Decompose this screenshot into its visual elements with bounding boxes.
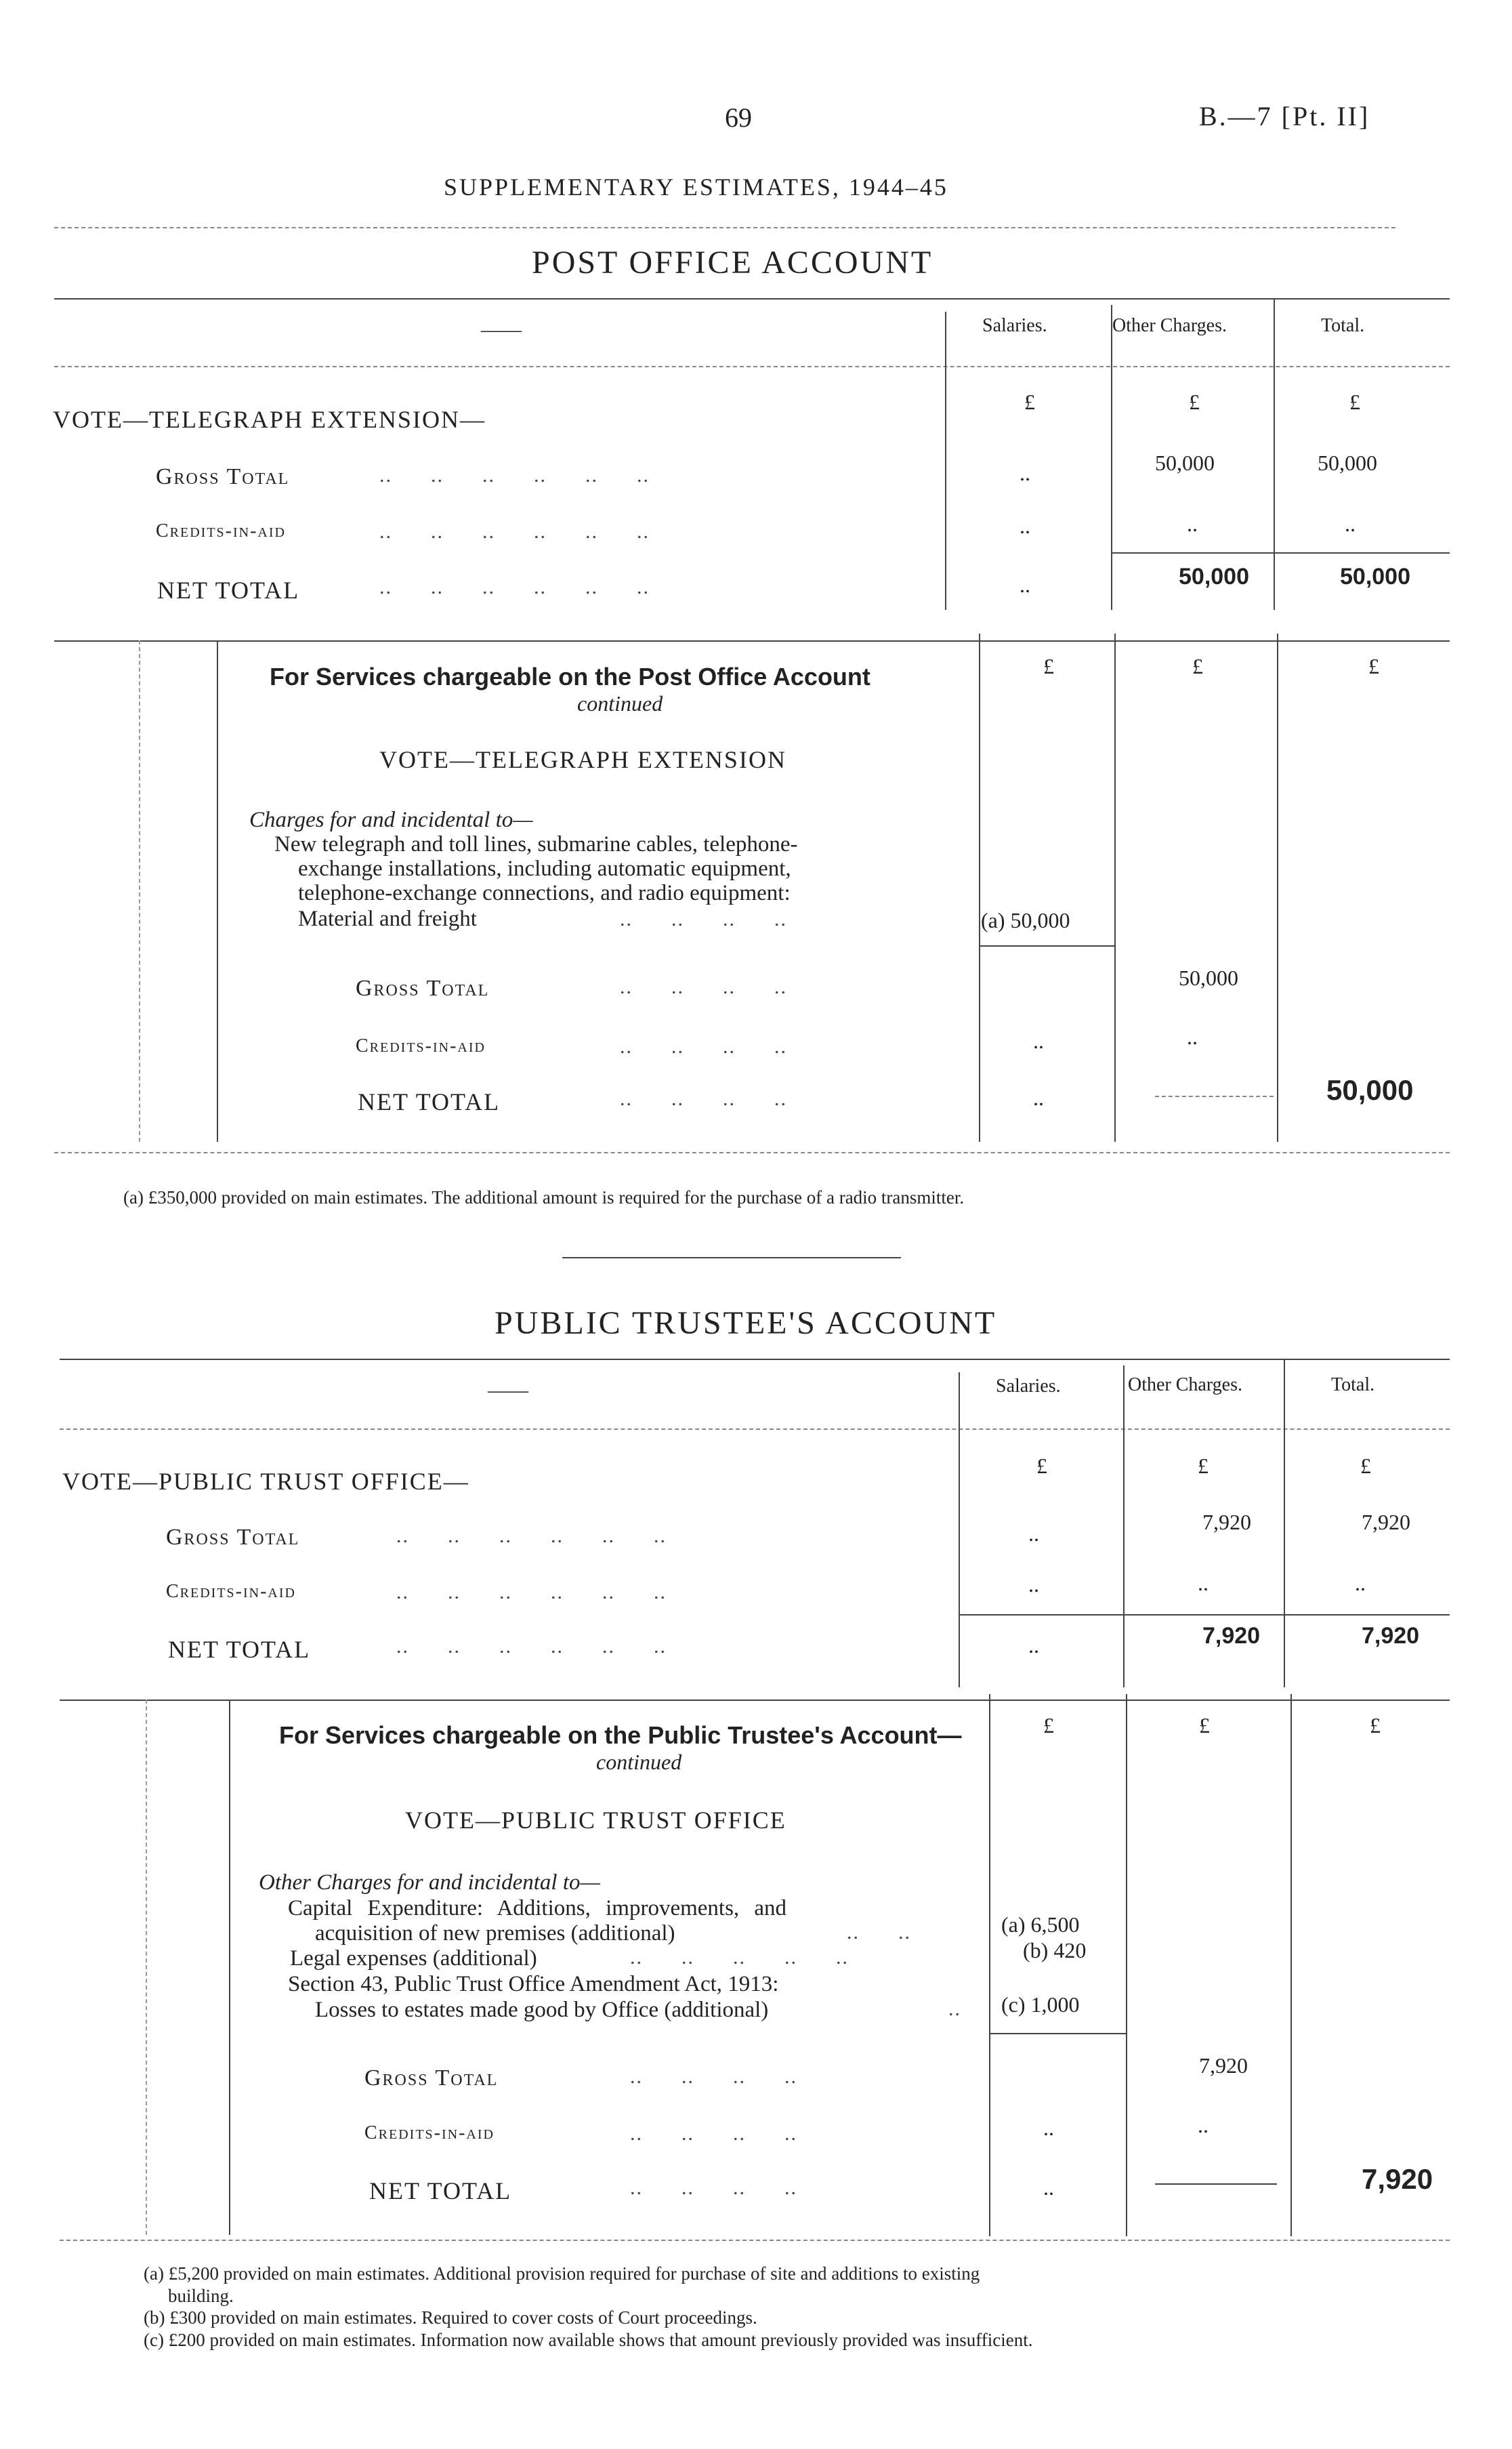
public-trustee-title: PUBLIC TRUSTEE'S ACCOUNT: [495, 1305, 997, 1341]
pt-services-continued: continued: [596, 1750, 682, 1774]
po-credits-salaries: ..: [1020, 514, 1030, 538]
po-item-leader: .. .. .. ..: [620, 908, 787, 930]
pt-services-col-1: [989, 1694, 990, 2236]
po-gross-label: Gross Total: [156, 464, 290, 489]
pt-services-currency-sal: £: [1043, 1713, 1054, 1737]
po-gross-salaries: ..: [1020, 461, 1030, 485]
page-title: SUPPLEMENTARY ESTIMATES, 1944–45: [444, 173, 948, 201]
po-net-leader: .. .. .. .. .. ..: [379, 576, 650, 598]
pt-services-gross-label: Gross Total: [364, 2065, 499, 2091]
pt-services-net-leader: .. .. .. ..: [630, 2177, 797, 2199]
pt-section-leader: ..: [948, 1998, 961, 2020]
po-services-credits-label: Credits-in-aid: [356, 1035, 486, 1056]
pt-services-top-rule: [60, 1700, 1450, 1701]
po-services-heading: For Services chargeable on the Post Office Account: [270, 663, 870, 691]
pt-currency-sal: £: [1036, 1454, 1047, 1478]
po-gross-other: 50,000: [1155, 451, 1215, 475]
pt-section-amount: (c) 1,000: [1001, 1992, 1080, 2017]
pt-table-bottom-rule: [60, 2240, 1450, 2241]
pt-net-salaries: ..: [1028, 1633, 1039, 1658]
po-gross-total: 50,000: [1318, 451, 1377, 475]
pt-gross-salaries: ..: [1028, 1521, 1039, 1546]
pt-services-col-3: [1290, 1694, 1292, 2236]
pt-net-other: 7,920: [1202, 1623, 1261, 1649]
pt-capital-amount: (a) 6,500: [1001, 1912, 1080, 1937]
po-item-line-3: telephone-exchange connections, and radio equipment:: [298, 881, 791, 905]
pt-currency-other: £: [1198, 1454, 1209, 1478]
po-footnote: (a) £350,000 provided on main estimates. The additional amount is required for the purchase of a radio transmitter.: [123, 1187, 965, 1208]
po-net-salaries: ..: [1020, 573, 1030, 597]
po-credits-other: ..: [1187, 512, 1198, 536]
po-services-top-rule: [54, 640, 1450, 642]
pt-services-gross-leader: .. .. .. ..: [630, 2065, 797, 2088]
po-services-credits-leader: .. .. .. ..: [620, 1035, 787, 1058]
pt-capital-line-2: acquisition of new premises (additional): [315, 1921, 675, 1946]
po-currency-sal: £: [1024, 390, 1035, 414]
pt-col-salaries: Salaries.: [996, 1376, 1061, 1397]
pt-services-net-total: 7,920: [1362, 2163, 1433, 2195]
pt-footnote-a-cont: building.: [168, 2286, 234, 2306]
pt-services-margin-2: [229, 1700, 230, 2235]
po-currency-other: £: [1189, 390, 1200, 414]
pt-gross-label: Gross Total: [166, 1525, 300, 1550]
pt-credits-salaries: ..: [1028, 1572, 1039, 1597]
pt-credits-other: ..: [1198, 1571, 1209, 1595]
pt-services-credits-sal: ..: [1043, 2116, 1054, 2140]
pt-credits-label: Credits-in-aid: [166, 1581, 296, 1602]
page-reference: B.—7 [Pt. II]: [1199, 101, 1370, 131]
po-currency-total: £: [1349, 390, 1360, 414]
po-charges-intro: Charges for and incidental to—: [249, 808, 533, 832]
pt-services-credits-leader: .. .. .. ..: [630, 2122, 797, 2145]
po-net-label: NET TOTAL: [157, 577, 300, 604]
pt-col-other: Other Charges.: [1128, 1374, 1242, 1395]
po-col-total: Total.: [1321, 315, 1365, 336]
pt-header-rule: [60, 1428, 1450, 1430]
po-services-col-1: [979, 634, 980, 1142]
po-services-vote: VOTE—TELEGRAPH EXTENSION: [379, 746, 786, 773]
po-services-credits-sal: ..: [1033, 1029, 1044, 1053]
pt-capital-line-1: Capital Expenditure: Additions, improvements, and: [288, 1896, 787, 1920]
po-services-net-total: 50,000: [1326, 1074, 1414, 1106]
po-vote-label: VOTE—TELEGRAPH EXTENSION—: [53, 406, 486, 433]
pt-services-credits-other: ..: [1198, 2113, 1209, 2137]
po-col-divider-1: [945, 312, 946, 610]
pt-charges-intro: Other Charges for and incidental to—: [259, 1870, 600, 1895]
pt-credits-total: ..: [1355, 1571, 1366, 1595]
pt-footnote-b: (b) £300 provided on main estimates. Required to cover costs of Court proceedings.: [144, 2307, 757, 2328]
pt-footnote-c: (c) £200 provided on main estimates. Information now available shows that amount previously provided was insufficient.: [144, 2330, 1033, 2350]
pt-gross-leader: .. .. .. .. .. ..: [396, 1525, 667, 1547]
pt-footnote-a: (a) £5,200 provided on main estimates. Additional provision required for purchase of site and additions to existing: [144, 2263, 980, 2284]
po-table-top-rule: [54, 298, 1450, 300]
po-services-gross-other: 50,000: [1179, 966, 1238, 990]
po-services-gross-label: Gross Total: [356, 976, 490, 1001]
pt-col-divider-3: [1284, 1359, 1285, 1687]
pt-net-total: 7,920: [1362, 1623, 1420, 1649]
pt-section-line-1: Section 43, Public Trust Office Amendment Act, 1913:: [288, 1972, 779, 1996]
po-gross-leader: .. .. .. .. .. ..: [379, 464, 650, 487]
po-services-continued: continued: [577, 691, 663, 716]
po-services-net-rule: [1155, 1096, 1274, 1097]
po-item-rule: [979, 945, 1114, 947]
pt-services-currency-total: £: [1370, 1713, 1381, 1737]
po-services-net-leader: .. .. .. ..: [620, 1088, 787, 1110]
po-services-currency-sal: £: [1043, 654, 1054, 678]
pt-capital-leader: .. ..: [847, 1921, 911, 1943]
pt-net-leader: .. .. .. .. .. ..: [396, 1635, 667, 1658]
po-item-line-1: New telegraph and toll lines, submarine cables, telephone-: [274, 832, 798, 857]
pt-services-margin-1: [146, 1700, 147, 2235]
po-col-other: Other Charges.: [1112, 315, 1227, 336]
pt-services-net-sal: ..: [1043, 2175, 1054, 2200]
po-header-rule: [54, 366, 1450, 367]
pt-items-rule: [989, 2033, 1126, 2034]
pt-services-net-rule: [1155, 2183, 1277, 2185]
pt-services-gross-other: 7,920: [1199, 2053, 1248, 2078]
pt-currency-total: £: [1360, 1454, 1371, 1478]
pt-col-divider-2: [1123, 1365, 1125, 1687]
po-item-line-4: Material and freight: [298, 907, 477, 931]
pt-services-net-label: NET TOTAL: [369, 2177, 512, 2204]
po-item-line-2: exchange installations, including automatic equipment,: [298, 857, 791, 881]
po-credits-label: Credits-in-aid: [156, 520, 286, 541]
pt-col-total: Total.: [1331, 1374, 1375, 1395]
pt-stub-dash: ——: [488, 1379, 528, 1401]
pt-gross-total: 7,920: [1362, 1510, 1410, 1534]
po-services-credits-other: ..: [1187, 1025, 1198, 1049]
po-services-net-label: NET TOTAL: [358, 1088, 501, 1115]
pt-section-line-2: Losses to estates made good by Office (additional): [315, 1998, 769, 2022]
section-separator: [562, 1257, 901, 1258]
pt-legal-leader: .. .. .. .. ..: [630, 1946, 849, 1969]
pt-col-divider-1: [959, 1372, 960, 1687]
pt-net-rule: [959, 1614, 1450, 1615]
pt-services-vote: VOTE—PUBLIC TRUST OFFICE: [405, 1807, 786, 1834]
po-col-divider-3: [1274, 298, 1275, 610]
pt-credits-leader: .. .. .. .. .. ..: [396, 1581, 667, 1603]
po-col-divider-2: [1111, 305, 1112, 610]
po-col-salaries: Salaries.: [982, 315, 1047, 336]
pt-services-credits-label: Credits-in-aid: [364, 2122, 495, 2143]
pt-net-label: NET TOTAL: [168, 1636, 311, 1663]
po-services-net-sal: ..: [1033, 1086, 1044, 1110]
po-stub-dash: ——: [481, 318, 522, 341]
po-credits-total: ..: [1345, 512, 1356, 536]
title-rule: [54, 227, 1395, 228]
po-credits-leader: .. .. .. .. .. ..: [379, 520, 650, 543]
po-services-margin-1: [139, 640, 140, 1142]
po-item-amount: (a) 50,000: [981, 908, 1070, 932]
po-services-gross-leader: .. .. .. ..: [620, 976, 787, 998]
pt-services-currency-other: £: [1199, 1713, 1210, 1737]
pt-services-heading: For Services chargeable on the Public Trustee's Account—: [279, 1721, 962, 1749]
pt-legal-line: Legal expenses (additional): [290, 1946, 537, 1971]
po-net-rule: [1111, 552, 1450, 554]
po-net-other: 50,000: [1179, 564, 1249, 590]
pt-gross-other: 7,920: [1202, 1510, 1251, 1534]
page-number: 69: [725, 102, 752, 133]
pt-vote-label: VOTE—PUBLIC TRUST OFFICE—: [62, 1468, 469, 1495]
pt-table-top-rule: [60, 1359, 1450, 1360]
po-services-col-2: [1114, 634, 1116, 1142]
post-office-title: POST OFFICE ACCOUNT: [532, 245, 933, 281]
po-services-currency-other: £: [1192, 654, 1203, 678]
po-services-currency-total: £: [1368, 654, 1379, 678]
po-services-margin-2: [217, 640, 218, 1142]
pt-services-col-2: [1126, 1694, 1127, 2236]
po-net-total: 50,000: [1340, 564, 1410, 590]
po-services-col-3: [1277, 634, 1278, 1142]
pt-legal-amount: (b) 420: [1023, 1938, 1087, 1962]
po-table-bottom-rule: [54, 1152, 1450, 1153]
